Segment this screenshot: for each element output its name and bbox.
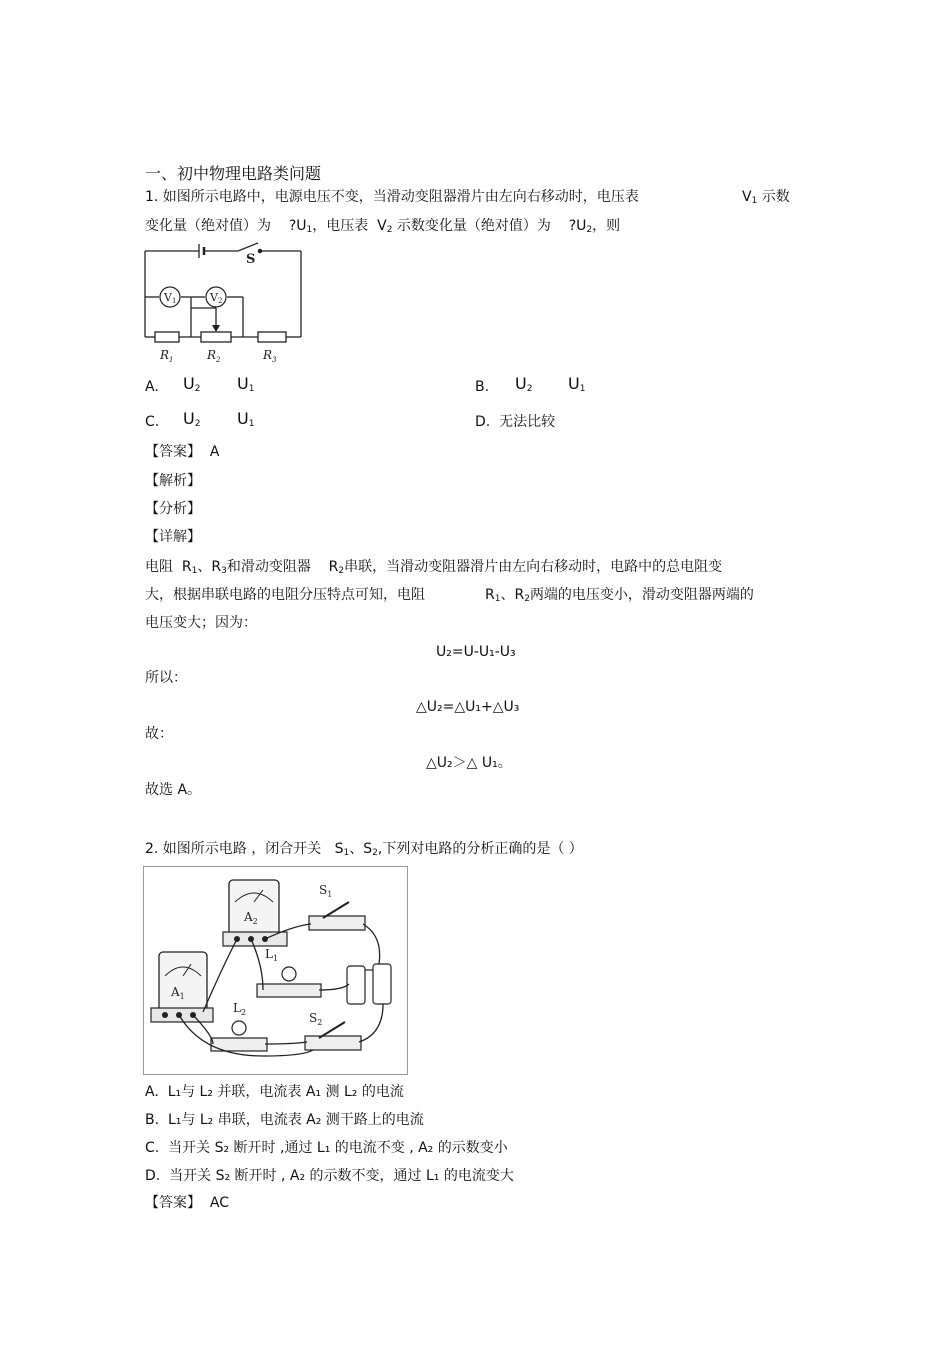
q1-option-c[interactable]: C. $U_2$ $U_1$ [145,409,255,430]
svg-text:S2: $S_2$ [309,1011,323,1027]
q1-answer: 【答案】 A [145,444,220,460]
q1-v1-meter [160,287,180,307]
q2-option-d[interactable]: D. 当开关 S₂ 断开时 , A₂ 的示数不变，通过 L₁ 的电流变大 [145,1168,514,1184]
q1-option-a[interactable]: A. $U_2$ $U_1$ [145,374,255,395]
svg-text:L2: $L_2$ [233,1001,247,1017]
q1-switch-label: S [246,252,256,267]
q1-stem-line1: 1. 如图所示电路中，电源电压不变，当滑动变阻器滑片由左向右移动时，电压表 [145,189,639,205]
q1-detail-line1: 电阻 $R_1$、$R_3$和滑动变阻器 $R_2$串联，当滑动变阻器滑片由左向右移动时，电路中的总电阻变 [145,559,723,576]
section-title: 一、初中物理电路类问题 [145,164,322,183]
q1-detail-line2: 大，根据串联电路的电阻分压特点可知，电阻 [145,587,425,603]
q1-r1-label: $R_1$ [160,348,174,364]
q1-circuit-diagram [143,241,305,367]
svg-text:S1: $S_1$ [319,883,333,899]
q1-stem-line2: 变化量（绝对值）为 $?U_1$，电压表 $V_2$ 示数变化量（绝对值）为 $?U_2$，则 [145,218,621,235]
q2-option-b[interactable]: B. L₁与 L₂ 串联，电流表 A₂ 测干路上的电流 [145,1112,424,1128]
q1-conclusion: 故选 A。 [145,782,202,798]
svg-text:L1: $L_1$ [265,947,279,963]
q2-answer: 【答案】 AC [145,1195,230,1211]
q1-option-d[interactable]: D. 无法比较 [475,414,556,430]
q2-option-c[interactable]: C. 当开关 S₂ 断开时 ,通过 L₁ 的电流不变 , A₂ 的示数变小 [145,1140,508,1156]
q1-stem-line1-tail: $V_1$ 示数 [742,189,790,206]
svg-text:A2: $A_2$ [244,910,258,926]
q1-detail-line3: 电压变大；因为： [145,615,257,631]
svg-text:A1: $A_1$ [171,985,185,1001]
q1-option-b[interactable]: B. $U_2$ $U_1$ [475,374,586,395]
q1-equation-3: △U₂＞△ U₁。 [426,755,512,771]
q2-ammeter-a2 [223,880,287,946]
svg-text:V2: V2 [210,291,223,305]
q1-fenxi-label: 【分析】 [145,501,201,517]
q2-stem: 2. 如图所示电路 ，闭合开关 $S_1$、$S_2$,下列对电路的分析正确的是（ ） [145,841,583,858]
q1-analysis-label: 【解析】 [145,473,201,489]
q1-detail-label: 【详解】 [145,529,201,545]
svg-text:V1: V1 [164,291,177,305]
q1-r3-label: $R_3$ [263,348,277,364]
q1-suoyi: 所以： [145,670,187,686]
q1-equation-2: △U₂=△U₁+△U₃ [416,699,520,715]
q1-r2-label: $R_2$ [207,348,221,364]
q1-detail-line2-tail: $R_1$、$R_2$两端的电压变小，滑动变阻器两端的 [485,587,754,604]
q1-gu: 故： [145,726,173,742]
q2-circuit-photo [143,866,409,1076]
q1-v2-meter [206,287,226,307]
q1-equation-1: U₂=U-U₁-U₃ [436,644,516,660]
q2-option-a[interactable]: A. L₁与 L₂ 并联，电流表 A₁ 测 L₂ 的电流 [145,1084,404,1100]
